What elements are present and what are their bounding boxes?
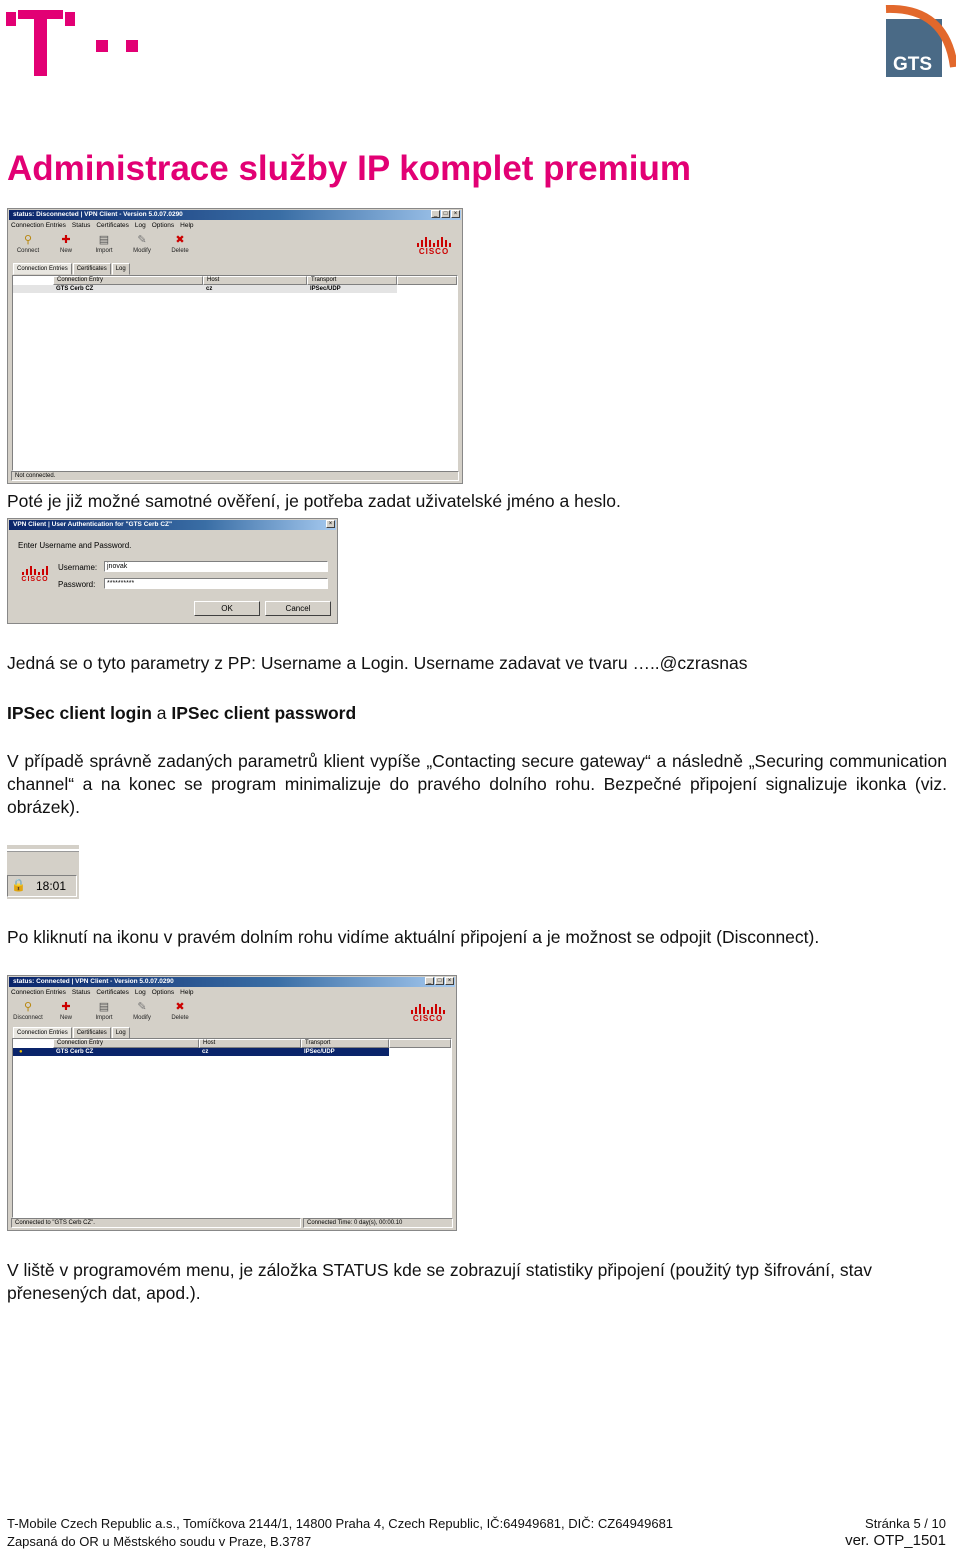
ipsec-login-label: IPSec client login (7, 703, 152, 723)
status-bar (11, 471, 459, 481)
paragraph-disconnect: Po kliknutí na ikonu v pravém dolním rohu vidíme aktuální připojení a je možnost se odpojit (Disconnect). (7, 927, 820, 947)
tab-connection-entries[interactable]: Connection Entries (13, 1027, 72, 1039)
close-button[interactable]: × (451, 210, 460, 218)
dialog-close-button[interactable]: × (326, 520, 335, 528)
user-authentication-dialog (7, 518, 338, 624)
column-filler (389, 1039, 451, 1048)
tab-certificates[interactable]: Certificates (73, 1027, 111, 1039)
column-connection-entry[interactable]: Connection Entry (53, 276, 203, 285)
username-label: Username: (58, 563, 98, 572)
menu-status[interactable]: Status (71, 222, 91, 229)
window-title: status: Connected | VPN Client - Version 5.0.07.0290 (9, 977, 455, 987)
tab-certificates[interactable]: Certificates (73, 263, 111, 275)
new-entry-icon: ✚ (61, 1001, 71, 1013)
paragraph-parameters: Jedná se o tyto parametry z PP: Username a Login. Username zadavat ve tvaru …..@czrasnas (7, 653, 748, 673)
paragraph-status-tab: V liště v programovém menu, je záložka STATUS kde se zobrazují statistiky připojení (použitý typ šifrování, stav přenesených dat, apod.). (7, 1260, 872, 1303)
cancel-button[interactable]: Cancel (265, 601, 331, 616)
connect-icon: ⚲ (23, 234, 33, 246)
ipsec-password-label: IPSec client password (171, 703, 357, 723)
new-button[interactable]: ✚ New (59, 234, 72, 254)
password-label: Password: (58, 580, 96, 589)
cisco-logo: CISCO (414, 237, 454, 256)
column-transport[interactable]: Transport (307, 276, 397, 285)
menu-status[interactable]: Status (71, 989, 91, 996)
delete-icon: ✖ (175, 234, 185, 246)
menu-bar (11, 989, 194, 996)
delete-icon: ✖ (175, 1001, 185, 1013)
modify-button[interactable]: ✎ Modify (133, 234, 151, 254)
entry-transport: IPSec/UDP (310, 286, 341, 292)
gts-logo (884, 5, 956, 78)
taskbar-edge (7, 849, 79, 852)
modify-button[interactable]: ✎ Modify (133, 1001, 151, 1021)
menu-help[interactable]: Help (180, 222, 194, 229)
paragraph-connection-progress: V případě správně zadaných parametrů klient vypíše „Contacting secure gateway“ a následně „Securing communication channel“ a na konec se program minimalizuje do pravého dolního rohu. Bezpečné připojení signalizuje ikonka (viz. obrázek). (7, 751, 947, 817)
menu-connection-entries[interactable]: Connection Entries (11, 222, 66, 229)
disconnect-icon: ⚲ (23, 1001, 33, 1013)
minimize-button[interactable]: _ (425, 977, 434, 985)
table-row[interactable] (13, 285, 397, 293)
toolbar (11, 233, 197, 254)
menu-certificates[interactable]: Certificates (96, 222, 129, 229)
delete-button[interactable]: ✖ Delete (171, 1001, 189, 1021)
entry-transport: IPSec/UDP (304, 1049, 335, 1055)
column-host[interactable]: Host (199, 1039, 301, 1048)
conjunction: a (151, 703, 172, 723)
t-mobile-logo (6, 10, 146, 78)
connect-button[interactable]: ⚲ Connect (16, 234, 40, 254)
entry-host: cz (206, 286, 213, 292)
menu-options[interactable]: Options (151, 989, 175, 996)
import-button[interactable]: ▤ Import (95, 234, 113, 254)
cisco-logo: CISCO (408, 1004, 448, 1023)
entry-name: GTS Cerb CZ (56, 286, 94, 292)
delete-button[interactable]: ✖ Delete (171, 234, 189, 254)
connected-time: Connected Time: 0 day(s), 00:00.10 (303, 1218, 453, 1228)
status-bar (11, 1218, 453, 1228)
connection-entries-list (12, 275, 458, 471)
toolbar (11, 1000, 197, 1021)
status-text: Not connected. (11, 471, 459, 481)
modify-icon: ✎ (137, 234, 147, 246)
system-tray (6, 844, 79, 899)
footer-company: T-Mobile Czech Republic a.s., Tomíčkova 2144/1, 14800 Praha 4, Czech Republic, IČ:64949681, DIČ: CZ64949681 (7, 1516, 674, 1531)
menu-connection-entries[interactable]: Connection Entries (11, 989, 66, 996)
page-number: Stránka 5 / 10 (865, 1516, 946, 1531)
ok-button[interactable]: OK (194, 601, 260, 616)
menu-certificates[interactable]: Certificates (96, 989, 129, 996)
new-button[interactable]: ✚ New (59, 1001, 72, 1021)
vpn-client-window-disconnected (7, 208, 463, 484)
column-connection-entry[interactable]: Connection Entry (53, 1039, 199, 1048)
connection-entries-list (12, 1038, 452, 1218)
menu-bar (11, 222, 194, 229)
menu-help[interactable]: Help (180, 989, 194, 996)
gts-logo-text: GTS (893, 54, 933, 75)
cisco-logo: CISCO (18, 565, 52, 584)
import-icon: ▤ (98, 1001, 110, 1013)
maximize-button[interactable]: □ (435, 977, 444, 985)
paragraph-authentication: Poté je již možné samotné ověření, je potřeba zadat uživatelské jméno a heslo. (7, 491, 621, 511)
password-field[interactable]: ********** (104, 578, 328, 589)
table-row-selected[interactable] (13, 1048, 389, 1056)
column-transport[interactable]: Transport (301, 1039, 389, 1048)
disconnect-button[interactable]: ⚲ Disconnect (13, 1001, 43, 1021)
footer-registration: Zapsaná do OR u Městského soudu v Praze, B.3787 (7, 1534, 312, 1549)
modify-icon: ✎ (137, 1001, 147, 1013)
tab-log[interactable]: Log (112, 1027, 130, 1039)
username-field[interactable]: jnovak (104, 561, 328, 572)
vpn-lock-icon[interactable]: 🔒 (11, 878, 26, 892)
column-host[interactable]: Host (203, 276, 307, 285)
tab-connection-entries[interactable]: Connection Entries (13, 263, 72, 275)
import-icon: ▤ (98, 234, 110, 246)
page-title: Administrace služby IP komplet premium (7, 149, 691, 188)
connected-lock-icon: ● (19, 1049, 23, 1055)
paragraph-login-fields (7, 702, 356, 725)
document-version: ver. OTP_1501 (845, 1532, 946, 1549)
maximize-button[interactable]: □ (441, 210, 450, 218)
tray-area (7, 875, 77, 897)
dialog-prompt: Enter Username and Password. (18, 541, 132, 550)
menu-log[interactable]: Log (134, 989, 146, 996)
new-entry-icon: ✚ (61, 234, 71, 246)
window-title: status: Disconnected | VPN Client - Version 5.0.07.0290 (9, 210, 461, 220)
menu-log[interactable]: Log (134, 222, 146, 229)
status-text: Connected to "GTS Cerb CZ". (11, 1218, 301, 1228)
entry-name: GTS Cerb CZ (56, 1049, 94, 1055)
vpn-client-window-connected (7, 975, 457, 1231)
column-filler (397, 276, 457, 285)
dialog-title: VPN Client | User Authentication for "GTS Cerb CZ" (9, 520, 336, 530)
tab-log[interactable]: Log (112, 263, 130, 275)
minimize-button[interactable]: _ (431, 210, 440, 218)
menu-options[interactable]: Options (151, 222, 175, 229)
entry-host: cz (202, 1049, 209, 1055)
import-button[interactable]: ▤ Import (95, 1001, 113, 1021)
close-button[interactable]: × (445, 977, 454, 985)
tray-clock: 18:01 (36, 879, 67, 893)
